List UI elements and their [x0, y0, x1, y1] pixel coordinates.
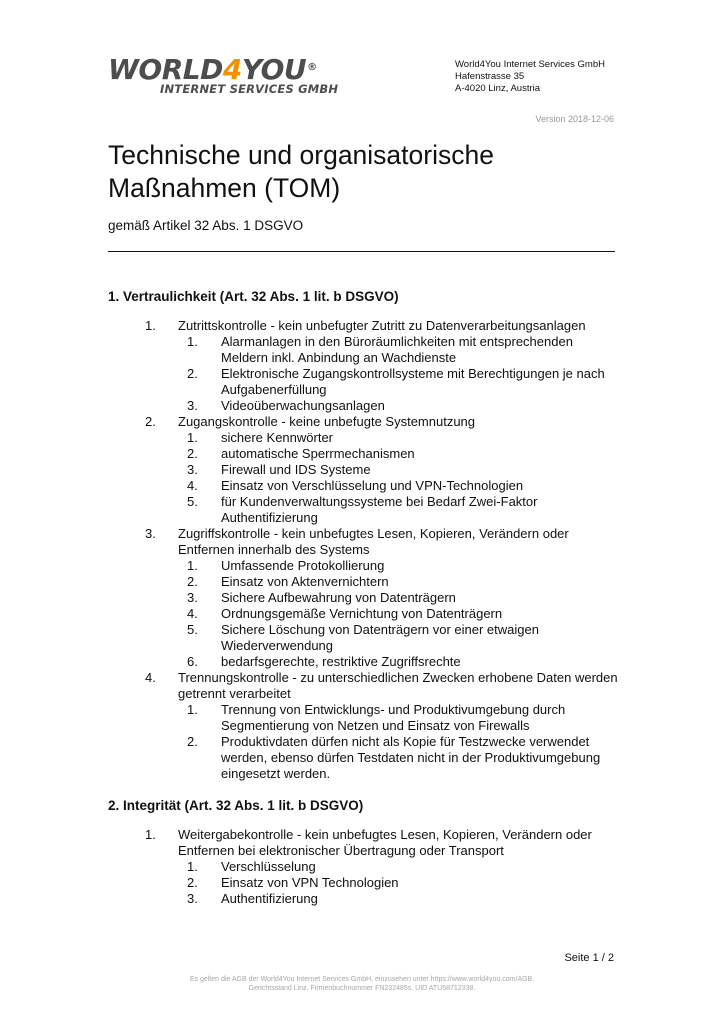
- sub-measure-item: [178, 366, 618, 398]
- measure-item: [108, 414, 618, 526]
- measure-text: Zugriffskontrolle - kein unbefugtes Lesen, Kopieren, Verändern oder Entfernen innerhalb des Systems: [178, 526, 569, 557]
- sub-measure-item: [178, 430, 618, 446]
- measure-list: [108, 827, 618, 907]
- list-number: 1.: [187, 702, 198, 717]
- sub-measure-text: bedarfsgerechte, restriktive Zugriffsrechte: [221, 654, 461, 669]
- title-line: Maßnahmen (TOM): [108, 173, 341, 203]
- sub-measure-text: automatische Sperrmechanismen: [221, 446, 415, 461]
- sub-measure-list: [178, 702, 618, 782]
- sub-measure-item: [178, 891, 618, 907]
- list-number: 2.: [187, 875, 198, 890]
- sub-measure-item: [178, 494, 618, 526]
- sub-measure-text: Einsatz von VPN Technologien: [221, 875, 399, 890]
- section-heading: 2. Integrität (Art. 32 Abs. 1 lit. b DSGVO): [108, 798, 364, 813]
- sub-measure-list: [178, 334, 618, 414]
- sub-measure-text: Firewall und IDS Systeme: [221, 462, 371, 477]
- list-number: 1.: [187, 859, 198, 874]
- sub-measure-item: [178, 446, 618, 462]
- logo-wordmark: WORLD4YOU®: [108, 53, 317, 86]
- sub-measure-text: Sichere Löschung von Datenträgern vor einer etwaigen Wiederverwendung: [221, 622, 539, 653]
- list-number: 2.: [187, 366, 198, 381]
- document-version: Version 2018-12-06: [535, 114, 614, 124]
- measure-text: Zugangskontrolle - keine unbefugte Systemnutzung: [178, 414, 476, 429]
- measure-text: Trennungskontrolle - zu unterschiedlichen Zwecken erhobene Daten werden getrennt verarbeitet: [178, 670, 618, 701]
- measure-item: [108, 670, 618, 782]
- sub-measure-item: [178, 875, 618, 891]
- measure-item: [108, 526, 618, 670]
- sub-measure-item: [178, 702, 618, 734]
- sub-measure-item: [178, 590, 618, 606]
- footer-line: Gerichtsstand Linz. Firmenbuchnummer FN232485s. UID ATU58712338.: [248, 985, 476, 992]
- footer-legal: [0, 975, 724, 993]
- list-number: 1.: [187, 430, 198, 445]
- sub-measure-text: Einsatz von Verschlüsselung und VPN-Technologien: [221, 478, 524, 493]
- section-heading: 1. Vertraulichkeit (Art. 32 Abs. 1 lit. b DSGVO): [108, 289, 399, 304]
- footer-line: Es gelten die AGB der World4You Internet Services GmbH, einzusehen unter https://www.world4you.com/AGB.: [189, 976, 535, 983]
- sub-measure-text: sichere Kennwörter: [221, 430, 333, 445]
- list-number: 3.: [187, 462, 198, 477]
- sub-measure-text: Authentifizierung: [221, 891, 318, 906]
- address-line: Hafenstrasse 35: [455, 71, 525, 82]
- sub-measure-text: für Kundenverwaltungssysteme bei Bedarf Zwei-Faktor Authentifizierung: [221, 494, 538, 525]
- company-address: [455, 59, 605, 95]
- sub-measure-text: Verschlüsselung: [221, 859, 316, 874]
- sub-measure-text: Videoüberwachungsanlagen: [221, 398, 385, 413]
- company-logo: [108, 53, 368, 100]
- list-number: 4.: [145, 670, 156, 685]
- address-line: A-4020 Linz, Austria: [455, 83, 541, 94]
- list-number: 1.: [187, 558, 198, 573]
- document-title: [108, 139, 494, 205]
- sub-measure-item: [178, 734, 618, 782]
- list-number: 1.: [145, 827, 156, 842]
- sub-measure-item: [178, 478, 618, 494]
- address-line: World4You Internet Services GmbH: [455, 59, 605, 70]
- sub-measure-text: Einsatz von Aktenvernichtern: [221, 574, 389, 589]
- sub-measure-item: [178, 859, 618, 875]
- sub-measure-list: [178, 859, 618, 907]
- list-number: 3.: [187, 398, 198, 413]
- list-number: 2.: [145, 414, 156, 429]
- list-number: 3.: [187, 590, 198, 605]
- sub-measure-list: [178, 430, 618, 526]
- sub-measure-item: [178, 398, 618, 414]
- logo-subtitle: INTERNET SERVICES GMBH: [160, 82, 339, 96]
- list-number: 6.: [187, 654, 198, 669]
- sub-measure-text: Alarmanlagen in den Büroräumlichkeiten mit entsprechenden Meldern inkl. Anbindung an Wachdienste: [221, 334, 573, 365]
- sub-measure-text: Umfassende Protokollierung: [221, 558, 385, 573]
- sub-measure-item: [178, 622, 618, 654]
- list-number: 5.: [187, 494, 198, 509]
- list-number: 1.: [145, 318, 156, 333]
- section-integritaet: [108, 797, 618, 907]
- measure-text: Weitergabekontrolle - kein unbefugtes Lesen, Kopieren, Verändern oder Entfernen bei elektronischer Übertragung oder Transport: [178, 827, 592, 858]
- sub-measure-text: Produktivdaten dürfen nicht als Kopie für Testzwecke verwendet werden, ebenso dürfen Testdaten nicht in der Produktivumgebung eingesetzt werden.: [221, 734, 601, 781]
- list-number: 2.: [187, 574, 198, 589]
- sub-measure-item: [178, 606, 618, 622]
- title-line: Technische und organisatorische: [108, 140, 494, 170]
- sub-measure-list: [178, 558, 618, 670]
- sub-measure-text: Elektronische Zugangskontrollsysteme mit Berechtigungen je nach Aufgabenerfüllung: [221, 366, 605, 397]
- sub-measure-text: Ordnungsgemäße Vernichtung von Datenträgern: [221, 606, 503, 621]
- list-number: 2.: [187, 734, 198, 749]
- sub-measure-item: [178, 574, 618, 590]
- list-number: 4.: [187, 606, 198, 621]
- sub-measure-item: [178, 654, 618, 670]
- sub-measure-text: Trennung von Entwicklungs- und Produktivumgebung durch Segmentierung von Netzen und Einsatz von Firewalls: [221, 702, 566, 733]
- list-number: 4.: [187, 478, 198, 493]
- measure-text: Zutrittskontrolle - kein unbefugter Zutritt zu Datenverarbeitungsanlagen: [178, 318, 586, 333]
- list-number: 3.: [145, 526, 156, 541]
- page-number: Seite 1 / 2: [564, 952, 614, 964]
- sub-measure-item: [178, 558, 618, 574]
- horizontal-divider: [108, 251, 615, 252]
- document-subtitle: gemäß Artikel 32 Abs. 1 DSGVO: [108, 218, 304, 233]
- list-number: 3.: [187, 891, 198, 906]
- measure-item: [108, 827, 618, 907]
- measure-list: [108, 318, 618, 782]
- sub-measure-item: [178, 462, 618, 478]
- sub-measure-item: [178, 334, 618, 366]
- section-vertraulichkeit: [108, 288, 618, 782]
- list-number: 1.: [187, 334, 198, 349]
- measure-item: [108, 318, 618, 414]
- list-number: 2.: [187, 446, 198, 461]
- list-number: 5.: [187, 622, 198, 637]
- sub-measure-text: Sichere Aufbewahrung von Datenträgern: [221, 590, 456, 605]
